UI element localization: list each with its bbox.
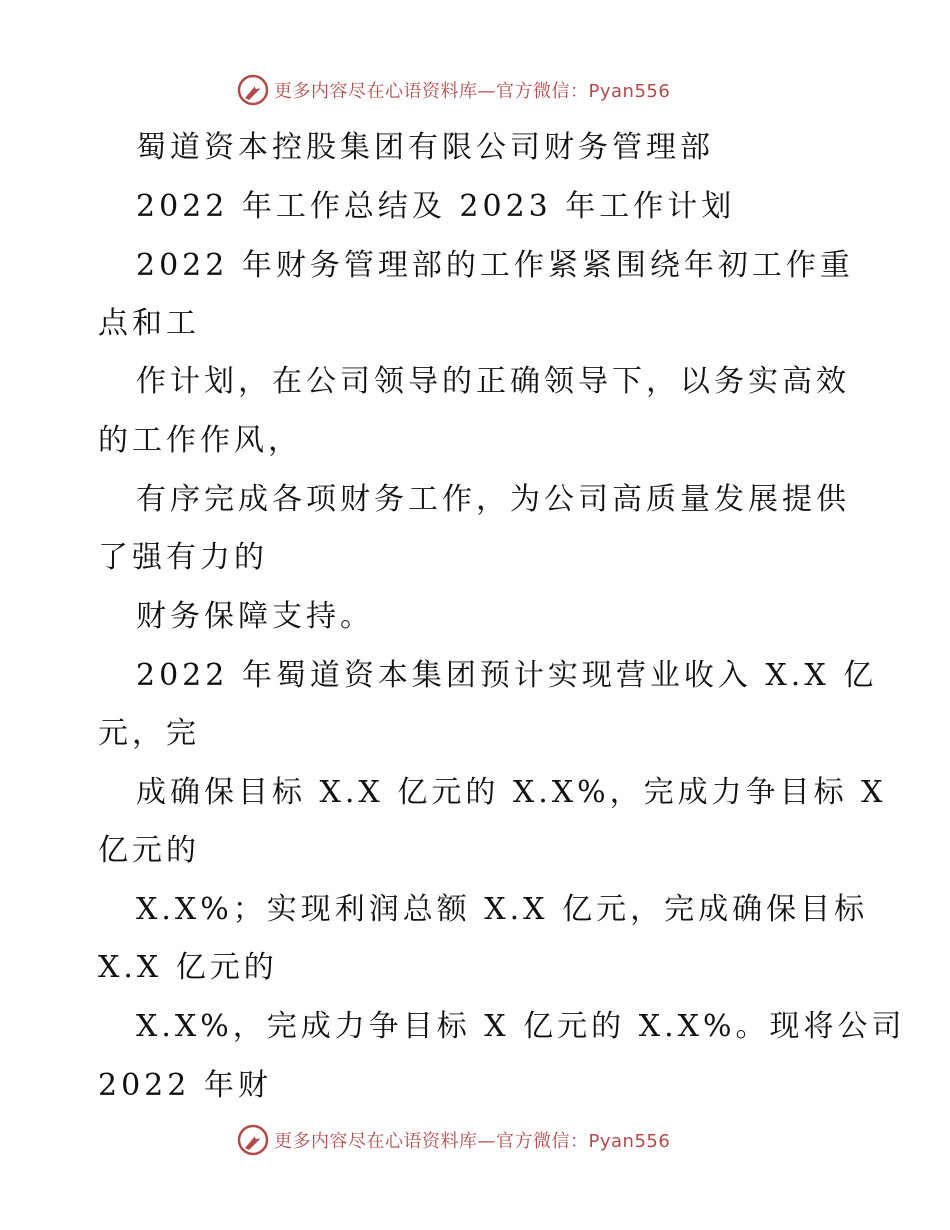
body-line: 有序完成各项财务工作，为公司高质量发展提供	[136, 482, 850, 517]
body-line: X.X%；实现利润总额 X.X 亿元，完成确保目标	[136, 892, 869, 927]
body-line: 点和工	[98, 306, 200, 341]
body-line: 作计划，在公司领导的正确领导下，以务实高效	[136, 364, 850, 399]
body-line: 元，完	[98, 716, 200, 751]
body-line: X.X%，完成力争目标 X 亿元的 X.X%。现将公司	[136, 1009, 906, 1044]
pen-nib-logo-icon	[236, 73, 270, 107]
body-line: 2022 年财	[98, 1068, 272, 1103]
body-line: 了强有力的	[98, 540, 268, 575]
body-line: 财务保障支持。	[136, 599, 374, 634]
body-line: 2022 年财务管理部的工作紧紧围绕年初工作重	[136, 248, 854, 283]
document-title-line-2: 2022 年工作总结及 2023 年工作计划	[136, 189, 736, 224]
body-line: 的工作作风，	[98, 423, 302, 458]
body-line: 亿元的	[98, 833, 200, 868]
body-line: 成确保目标 X.X 亿元的 X.X%，完成力争目标 X	[136, 775, 887, 810]
watermark-text: 更多内容尽在心语资料库—官方微信：Pyan556	[274, 1131, 671, 1152]
pen-nib-logo-icon	[236, 1123, 270, 1157]
watermark-banner-top	[236, 72, 670, 108]
document-title-line-1: 蜀道资本控股集团有限公司财务管理部	[136, 130, 714, 165]
watermark-text: 更多内容尽在心语资料库—官方微信：Pyan556	[274, 81, 671, 102]
body-line: 2022 年蜀道资本集团预计实现营业收入 X.X 亿	[136, 658, 878, 693]
body-line: X.X 亿元的	[98, 950, 278, 985]
watermark-banner-bottom	[236, 1122, 670, 1158]
